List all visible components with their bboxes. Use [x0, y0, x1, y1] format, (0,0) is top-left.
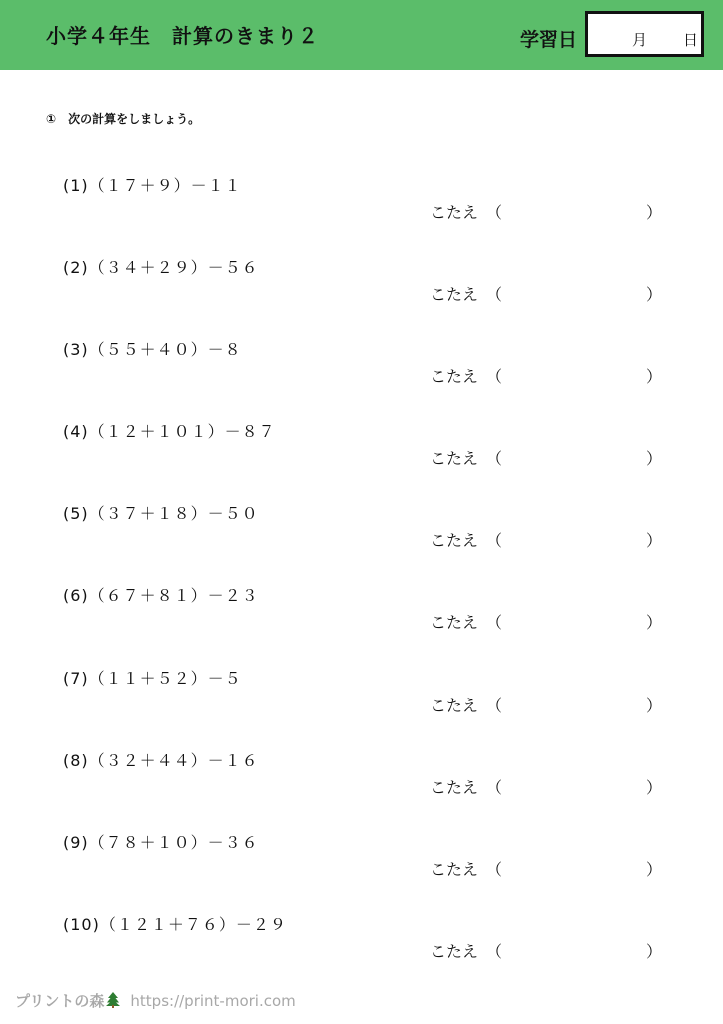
answer-label: こたえ: [430, 285, 479, 304]
answer-label: こたえ: [430, 696, 479, 715]
answer-field-10[interactable]: [430, 939, 662, 961]
answer-field-6[interactable]: [430, 610, 662, 632]
answer-field-8[interactable]: [430, 775, 662, 797]
answer-open-paren: （: [486, 531, 503, 550]
answer-field-1[interactable]: [430, 200, 662, 222]
month-label: 月: [632, 31, 648, 49]
answer-open-paren: （: [486, 860, 503, 879]
question-expression-3: (3)（５５＋４０）－８: [63, 340, 242, 359]
answer-label: こたえ: [430, 531, 479, 550]
answer-label: こたえ: [430, 203, 479, 222]
answer-open-paren: （: [486, 285, 503, 304]
answer-open-paren: （: [486, 367, 503, 386]
day-label: 日: [683, 31, 699, 49]
footer-url-link[interactable]: https://print-mori.com: [130, 992, 296, 1010]
question-expression-9: (9)（７８＋１０）－３６: [63, 833, 259, 852]
answer-field-7[interactable]: [430, 693, 662, 715]
question-expression-7: (7)（１１＋５２）－５: [63, 669, 242, 688]
answer-close-paren: ）: [645, 531, 662, 550]
answer-open-paren: （: [486, 778, 503, 797]
answer-label: こたえ: [430, 449, 479, 468]
instruction-text: 次の計算をしましょう。: [68, 112, 201, 126]
answer-close-paren: ）: [645, 203, 662, 222]
answer-close-paren: ）: [645, 942, 662, 961]
question-expression-4: (4)（１２＋１０１）－８７: [63, 422, 276, 441]
footer: [15, 990, 296, 1012]
instruction-number: ①: [46, 112, 57, 126]
answer-close-paren: ）: [645, 449, 662, 468]
answer-field-5[interactable]: [430, 528, 662, 550]
answer-field-4[interactable]: [430, 446, 662, 468]
answer-label: こたえ: [430, 367, 479, 386]
answer-close-paren: ）: [645, 696, 662, 715]
answer-label: こたえ: [430, 613, 479, 632]
answer-field-9[interactable]: [430, 857, 662, 879]
page-title: 小学４年生 計算のきまり２: [46, 24, 319, 48]
instruction: [46, 110, 200, 127]
answer-label: こたえ: [430, 778, 479, 797]
answer-close-paren: ）: [645, 778, 662, 797]
answer-label: こたえ: [430, 942, 479, 961]
answer-open-paren: （: [486, 942, 503, 961]
answer-close-paren: ）: [645, 613, 662, 632]
answer-open-paren: （: [486, 696, 503, 715]
answer-open-paren: （: [486, 613, 503, 632]
answer-close-paren: ）: [645, 285, 662, 304]
answer-close-paren: ）: [645, 860, 662, 879]
tree-icon: [106, 992, 120, 1012]
footer-brand: プリントの森: [15, 992, 105, 1010]
answer-open-paren: （: [486, 449, 503, 468]
question-expression-5: (5)（３７＋１８）－５０: [63, 504, 259, 523]
study-date-label: 学習日: [520, 29, 578, 51]
question-expression-10: (10)（１２１＋７６）－２９: [63, 915, 287, 934]
question-expression-8: (8)（３２＋４４）－１６: [63, 751, 259, 770]
answer-open-paren: （: [486, 203, 503, 222]
answer-field-3[interactable]: [430, 364, 662, 386]
question-expression-6: (6)（６７＋８１）－２３: [63, 586, 259, 605]
answer-field-2[interactable]: [430, 282, 662, 304]
answer-label: こたえ: [430, 860, 479, 879]
header-bar: [0, 0, 723, 70]
question-expression-1: (1)（１７＋９）－１１: [63, 176, 242, 195]
answer-close-paren: ）: [645, 367, 662, 386]
question-expression-2: (2)（３４＋２９）－５６: [63, 258, 259, 277]
